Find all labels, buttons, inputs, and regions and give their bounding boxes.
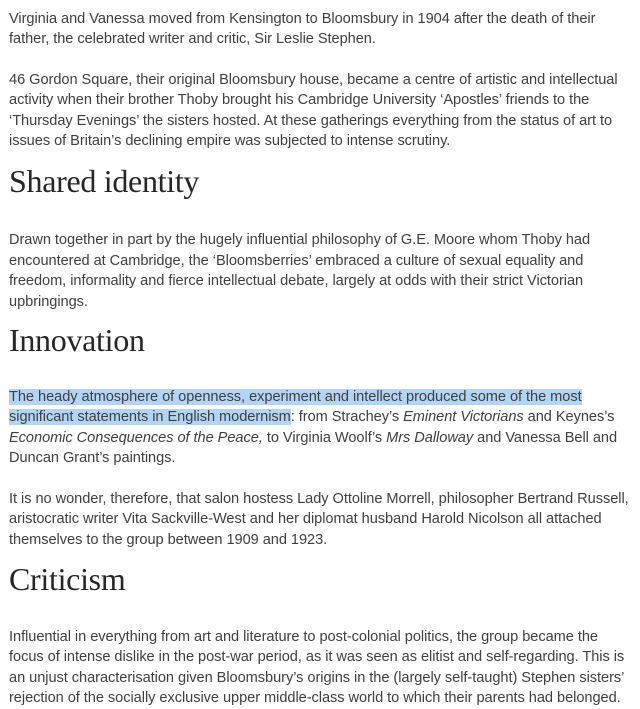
text-segment: to Virginia Woolf’s — [262, 429, 387, 446]
paragraph-criticism: Influential in everything from art and literature to post-colonial politics, the group became the focus of intense dislike in the post-war period, as it was seen as elitist and self-regarding. This is an unjust characterisation given Bloomsbury’s origins in the (largely self-taught) Stephen sisters’ rejection of the socially exclusive upper middle-class world to which their parents had belonged. — [9, 628, 625, 707]
title-economic-consequences: Economic Consequences of the Peace, — [9, 429, 263, 446]
selected-text-highlight[interactable]: The heady atmosphere of openness, experiment and intellect produced some of the most significant statements in English modernism — [9, 389, 582, 426]
paragraph-gordon-square: 46 Gordon Square, their original Bloomsbury house, became a centre of artistic and intellectual activity when their brother Thoby brought his Cambridge University ‘Apostles’ friends to the ‘Thursday Evenings’ the sisters hosted. At these gatherings everything from the status of art to issues of Britain’s declining empire was subjected to intense scrutiny. — [9, 71, 618, 150]
heading-innovation: Innovation — [9, 322, 145, 359]
paragraph-group-members: It is no wonder, therefore, that salon hostess Lady Ottoline Morrell, philosopher Bertrand Russell, aristocratic writer Vita Sackville-West and her diplomat husband Harold Nicolson all attached themselves to the group between 1909 and 1923. — [9, 490, 629, 548]
title-mrs-dalloway: Mrs Dalloway — [386, 429, 474, 446]
text-segment: and Keynes’s — [523, 409, 615, 426]
paragraph-innovation — [9, 387, 634, 469]
text-segment: : from Strachey’s — [290, 409, 404, 426]
paragraph-shared-identity: Drawn together in part by the hugely influential philosophy of G.E. Moore whom Thoby had encountered at Cambridge, the ‘Bloomsberries’ embraced a culture of sexual equality and freedom, informality and fierce intellectual debate, largely at odds with their strict Victorian upbringings. — [9, 232, 591, 310]
heading-criticism: Criticism — [9, 560, 126, 597]
paragraph-move-to-bloomsbury: Virginia and Vanessa moved from Kensington to Bloomsbury in 1904 after the death of their father, the celebrated writer and critic, Sir Leslie Stephen. — [9, 11, 596, 48]
title-eminent-victorians: Eminent Victorians — [403, 409, 524, 426]
article-body — [9, 9, 634, 709]
text-segment: and Vanessa Bell and Duncan Grant’s paintings. — [9, 429, 618, 467]
heading-shared-identity: Shared identity — [9, 163, 200, 200]
